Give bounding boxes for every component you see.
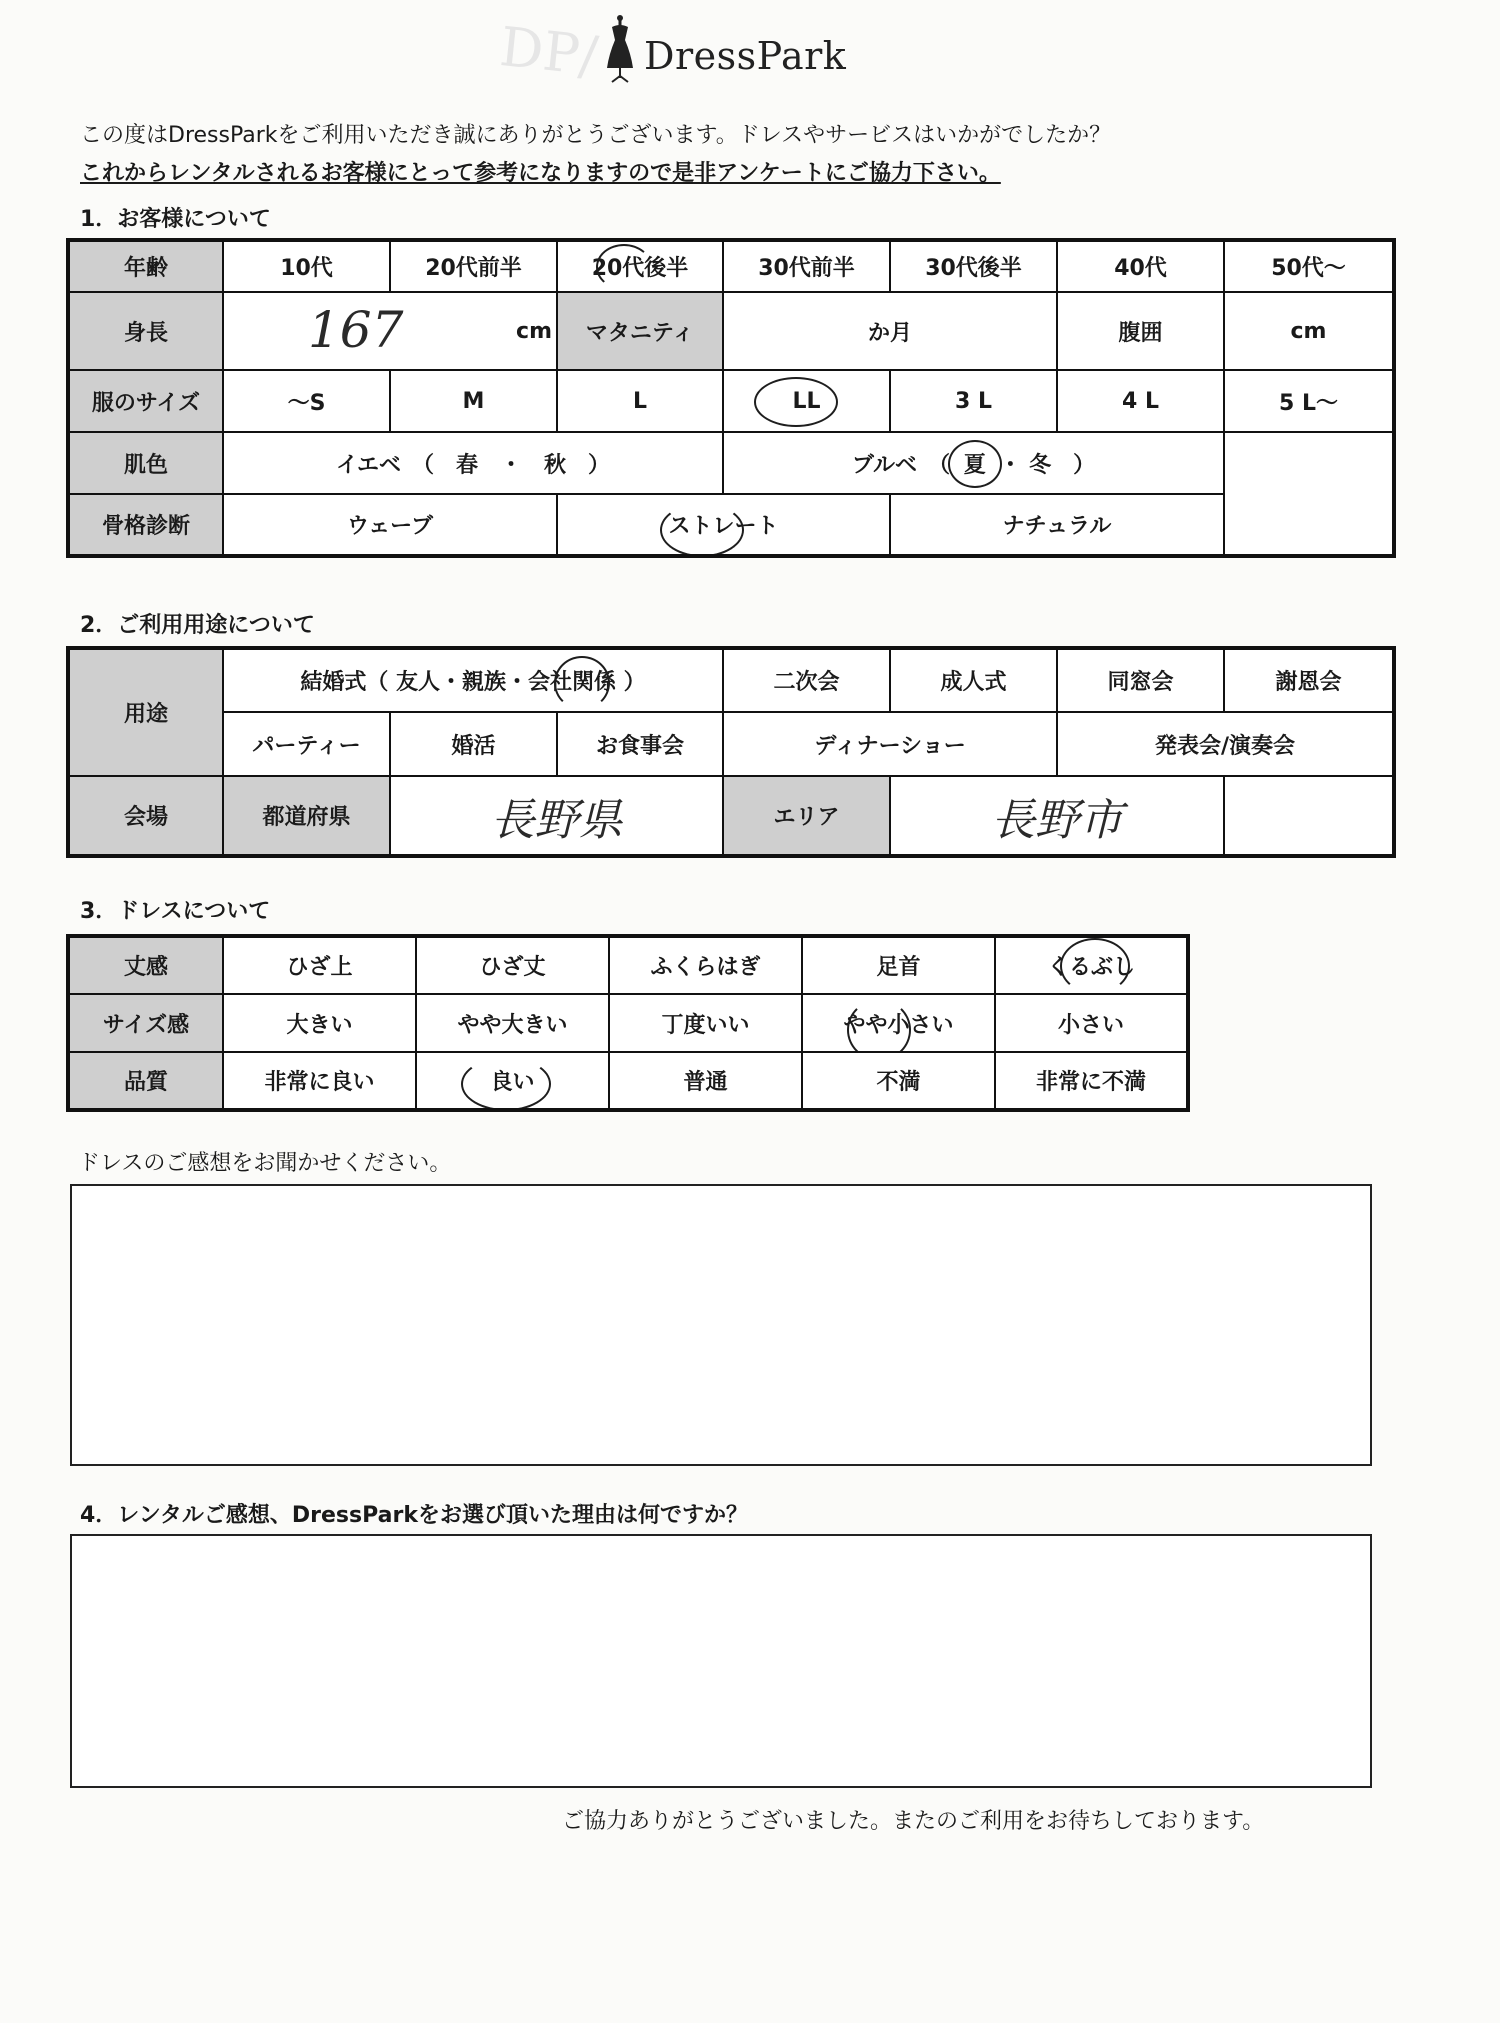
intro-request-text: これからレンタルされるお客様にとって参考になりますので是非アンケートにご協力下さい。	[80, 161, 1001, 186]
age-option-label: 20代後半	[591, 256, 689, 281]
empty-cell	[1224, 494, 1394, 556]
age-row	[68, 240, 1394, 292]
yellow-base-option[interactable]: イエベ （ 春 ・ 秋 ）	[223, 432, 723, 494]
quality-option-label: 良い	[490, 1070, 535, 1095]
skeleton-row	[68, 494, 1394, 556]
purpose-option[interactable]: 発表会/演奏会	[1057, 712, 1394, 776]
purpose-option[interactable]: 二次会	[723, 648, 890, 712]
waist-label: 腹囲	[1057, 292, 1224, 370]
quality-option[interactable]: 普通	[609, 1052, 802, 1110]
dress-form-icon	[600, 14, 640, 84]
age-option[interactable]: 10代	[223, 240, 390, 292]
impression-prompt: ドレスのご感想をお聞かせください。	[78, 1151, 452, 1176]
age-option[interactable]: 30代後半	[890, 240, 1057, 292]
skeleton-option-selected[interactable]	[557, 494, 890, 556]
thanks-text: ご協力ありがとうございました。またのご利用をお待ちしております。	[562, 1809, 1265, 1834]
brand-name: DressPark	[644, 34, 847, 78]
age-option[interactable]: 20代前半	[390, 240, 557, 292]
size-option[interactable]: 4 L	[1057, 370, 1224, 432]
size-option[interactable]: 〜S	[223, 370, 390, 432]
area-value: 長野市	[991, 794, 1124, 846]
purpose-option[interactable]: 成人式	[890, 648, 1057, 712]
size-option-selected[interactable]	[723, 370, 890, 432]
height-label: 身長	[68, 292, 223, 370]
length-label: 丈感	[68, 936, 223, 994]
summer-label: 夏	[963, 452, 986, 478]
height-field[interactable]	[223, 292, 557, 370]
blue-summer-option	[958, 448, 992, 479]
empty-cell	[1224, 776, 1394, 856]
months-unit: か月	[867, 320, 912, 346]
size-option[interactable]: M	[390, 370, 557, 432]
purpose-option[interactable]: パーティー	[223, 712, 390, 776]
quality-option-selected[interactable]	[416, 1052, 609, 1110]
height-unit: cm	[516, 319, 552, 344]
skin-label: 肌色	[68, 432, 223, 494]
venue-label: 会場	[68, 776, 223, 856]
fit-label: サイズ感	[68, 994, 223, 1052]
intro-text: この度はDressParkをご利用いただき誠にありがとうございます。ドレスやサービスはいかがでしたか？	[80, 123, 1112, 148]
size-option[interactable]: L	[557, 370, 723, 432]
usage-table	[66, 646, 1396, 858]
age-option[interactable]: 50代〜	[1224, 240, 1394, 292]
rental-reason-textarea[interactable]	[70, 1534, 1372, 1788]
skeleton-option[interactable]: ウェーブ	[223, 494, 557, 556]
length-option[interactable]: ふくらはぎ	[609, 936, 802, 994]
purpose-option[interactable]: 婚活	[390, 712, 557, 776]
empty-cell	[1224, 432, 1394, 494]
prefecture-label: 都道府県	[223, 776, 390, 856]
purpose-option[interactable]: お食事会	[557, 712, 723, 776]
prefecture-value: 長野県	[490, 794, 623, 846]
blue-base-option[interactable]	[723, 432, 1224, 494]
purpose-option[interactable]: 同窓会	[1057, 648, 1224, 712]
fit-option[interactable]: 丁度いい	[609, 994, 802, 1052]
length-option[interactable]: ひざ上	[223, 936, 416, 994]
maternity-label: マタニティ	[557, 292, 723, 370]
dress-table	[66, 934, 1190, 1112]
size-row	[68, 370, 1394, 432]
quality-option[interactable]: 非常に良い	[223, 1052, 416, 1110]
section3-title: 3．ドレスについて	[80, 899, 271, 924]
fit-option-selected[interactable]	[802, 994, 995, 1052]
length-row	[68, 936, 1188, 994]
dresspark-logo	[600, 14, 860, 84]
blue-base-prefix: ブルベ （	[851, 452, 951, 478]
age-option[interactable]: 40代	[1057, 240, 1224, 292]
size-option-label: LL	[792, 388, 821, 414]
skeleton-label: 骨格診断	[68, 494, 223, 556]
customer-info-table	[66, 238, 1396, 558]
area-label: エリア	[723, 776, 890, 856]
venue-row	[68, 776, 1394, 856]
section4-title: 4．レンタルご感想、DressParkをお選び頂いた理由は何ですか？	[80, 1503, 748, 1528]
size-option[interactable]: 3 L	[890, 370, 1057, 432]
purpose-row-1	[68, 648, 1394, 712]
quality-option[interactable]: 非常に不満	[995, 1052, 1188, 1110]
fit-option[interactable]: 大きい	[223, 994, 416, 1052]
prefecture-field[interactable]	[390, 776, 723, 856]
section2-title: 2．ご利用用途について	[80, 613, 315, 638]
age-option-selected[interactable]	[557, 240, 723, 292]
dress-impression-textarea[interactable]	[70, 1184, 1372, 1466]
purpose-label: 用途	[68, 648, 223, 776]
section1-title: 1．お客様について	[80, 207, 271, 232]
waist-field[interactable]	[1224, 292, 1394, 370]
size-label: 服のサイズ	[68, 370, 223, 432]
area-field[interactable]	[890, 776, 1224, 856]
skeleton-option[interactable]: ナチュラル	[890, 494, 1224, 556]
length-option[interactable]: 足首	[802, 936, 995, 994]
length-option-label: くるぶし	[1046, 955, 1135, 980]
quality-row	[68, 1052, 1188, 1110]
length-option[interactable]: ひざ丈	[416, 936, 609, 994]
age-label: 年齢	[68, 240, 223, 292]
fit-row	[68, 994, 1188, 1052]
size-option[interactable]: 5 L〜	[1224, 370, 1394, 432]
fit-option[interactable]: やや大きい	[416, 994, 609, 1052]
maternity-months-field[interactable]	[723, 292, 1057, 370]
faint-handwriting: DP/	[496, 15, 601, 88]
age-option[interactable]: 30代前半	[723, 240, 890, 292]
skin-row	[68, 432, 1394, 494]
wedding-label: 結婚式（ 友人・親族・会社関係 ）	[300, 670, 646, 695]
purpose-option[interactable]: 謝恩会	[1224, 648, 1394, 712]
height-row	[68, 292, 1394, 370]
fit-option[interactable]: 小さい	[995, 994, 1188, 1052]
height-value: 167	[308, 301, 404, 359]
fit-option-label: やや小さい	[843, 1012, 954, 1038]
blue-winter-option: 冬 ）	[1029, 452, 1096, 478]
length-option-selected[interactable]	[995, 936, 1188, 994]
wedding-option[interactable]	[223, 648, 723, 712]
blue-base-sep: ・	[999, 452, 1022, 478]
quality-label: 品質	[68, 1052, 223, 1110]
waist-unit: cm	[1290, 318, 1327, 344]
purpose-row-2	[68, 712, 1394, 776]
purpose-option[interactable]: ディナーショー	[723, 712, 1057, 776]
skeleton-option-label: ストレート	[668, 514, 779, 539]
quality-option[interactable]: 不満	[802, 1052, 995, 1110]
